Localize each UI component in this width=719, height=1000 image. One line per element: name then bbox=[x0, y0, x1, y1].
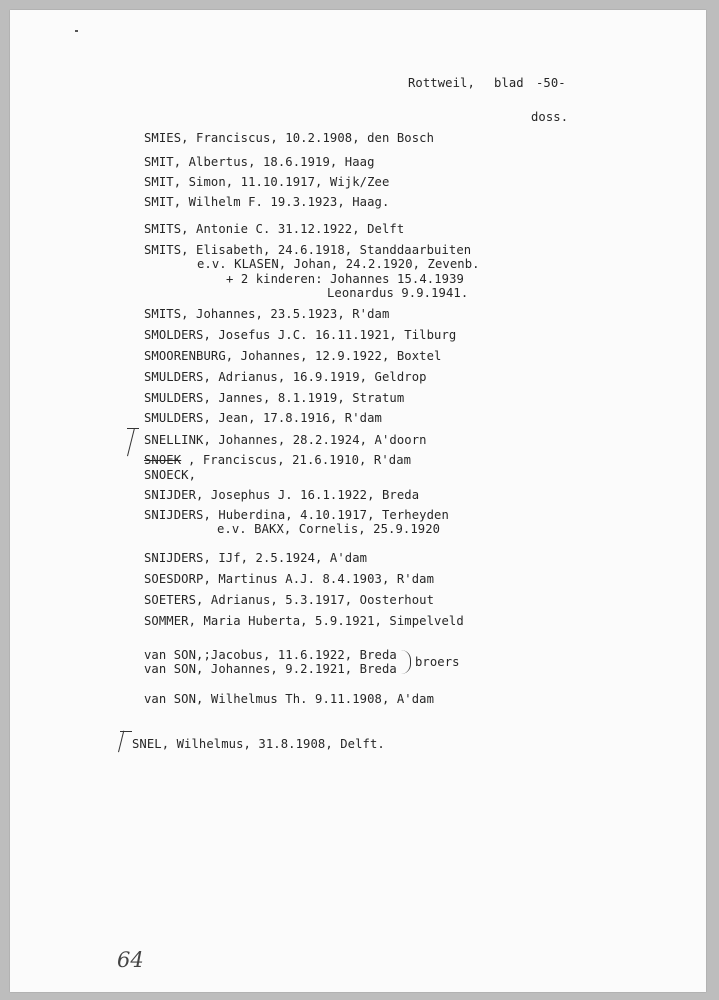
entry-line: SNOECK, bbox=[144, 468, 197, 482]
entry-line: SNELLINK, Johannes, 28.2.1924, A'doorn bbox=[144, 433, 427, 447]
entry-line: SMIT, Wilhelm F. 19.3.1923, Haag. bbox=[144, 195, 390, 209]
entry-line: SOMMER, Maria Huberta, 5.9.1921, Simpelveld bbox=[144, 614, 464, 628]
entry-line: SNEL, Wilhelmus, 31.8.1908, Delft. bbox=[132, 737, 385, 751]
entry-line: , Franciscus, 21.6.1910, R'dam bbox=[188, 453, 412, 467]
entry-line: SMOORENBURG, Johannes, 12.9.1922, Boxtel bbox=[144, 349, 442, 363]
entry-line: SMITS, Johannes, 23.5.1923, R'dam bbox=[144, 307, 390, 321]
entry-line: SOESDORP, Martinus A.J. 8.4.1903, R'dam bbox=[144, 572, 435, 586]
entry-line: + 2 kinderen: Johannes 15.4.1939 bbox=[226, 272, 464, 286]
entry-line: SOETERS, Adrianus, 5.3.1917, Oosterhout bbox=[144, 593, 435, 607]
entry-line: SMULDERS, Adrianus, 16.9.1919, Geldrop bbox=[144, 370, 427, 384]
page-number: 64 bbox=[117, 948, 144, 972]
entry-line: SMOLDERS, Josefus J.C. 16.11.1921, Tilburg bbox=[144, 328, 457, 342]
entry-line: e.v. KLASEN, Johan, 24.2.1920, Zevenb. bbox=[197, 257, 480, 271]
header-blad: blad bbox=[494, 76, 524, 90]
entry-line: SNIJDERS, IJf, 2.5.1924, A'dam bbox=[144, 551, 368, 565]
entry-line: SNIJDER, Josephus J. 16.1.1922, Breda bbox=[144, 488, 420, 502]
entry-line: SMIT, Albertus, 18.6.1919, Haag bbox=[144, 155, 375, 169]
entry-struck-name: SNOEK bbox=[144, 453, 182, 467]
header-place: Rottweil, bbox=[408, 76, 475, 90]
header-blad-number: -50- bbox=[536, 76, 566, 90]
entry-line: e.v. BAKX, Cornelis, 25.9.1920 bbox=[217, 522, 441, 536]
ink-dot bbox=[75, 30, 78, 32]
check-mark-icon bbox=[127, 428, 139, 429]
entry-line: van SON,;Jacobus, 11.6.1922, Breda bbox=[144, 648, 397, 662]
header-doss: doss. bbox=[531, 110, 569, 124]
entry-line: van SON, Wilhelmus Th. 9.11.1908, A'dam bbox=[144, 692, 435, 706]
entry-note-broers: broers bbox=[415, 655, 460, 669]
entry-line: SMULDERS, Jannes, 8.1.1919, Stratum bbox=[144, 391, 405, 405]
entry-line: SMIES, Franciscus, 10.2.1908, den Bosch bbox=[144, 131, 435, 145]
entry-line: SMULDERS, Jean, 17.8.1916, R'dam bbox=[144, 411, 382, 425]
entry-line: van SON, Johannes, 9.2.1921, Breda bbox=[144, 662, 397, 676]
entry-line: SNIJDERS, Huberdina, 4.10.1917, Terheyden bbox=[144, 508, 449, 522]
entry-line: Leonardus 9.9.1941. bbox=[327, 286, 469, 300]
entry-line: SMIT, Simon, 11.10.1917, Wijk/Zee bbox=[144, 175, 390, 189]
check-mark-icon bbox=[120, 731, 132, 732]
entry-line: SMITS, Elisabeth, 24.6.1918, Standdaarbuiten bbox=[144, 243, 472, 257]
entry-line: SMITS, Antonie C. 31.12.1922, Delft bbox=[144, 222, 405, 236]
